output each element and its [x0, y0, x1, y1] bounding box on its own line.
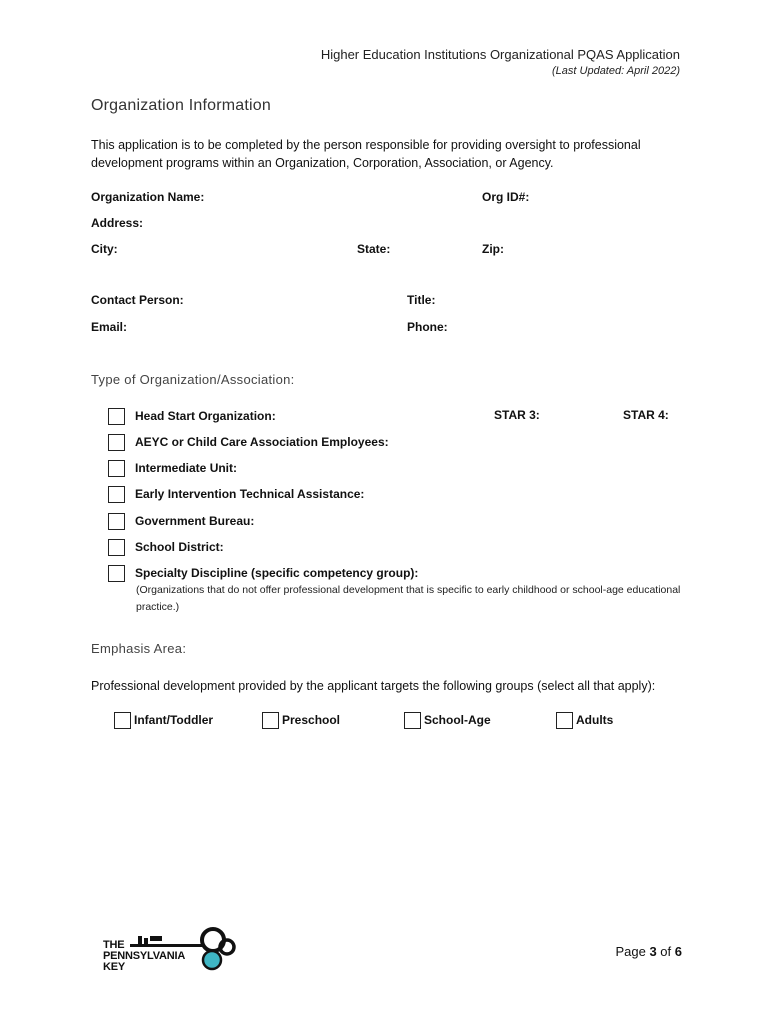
emphasis-intro: Professional development provided by the applicant targets the following groups (select all that apply): — [91, 679, 656, 693]
phone-label: Phone: — [407, 320, 448, 334]
specialty-discipline-note: (Organizations that do not offer professional development that is specific to early childhood or school-age educational practice.) — [136, 584, 681, 613]
checkbox[interactable] — [108, 539, 125, 556]
option-label: Infant/Toddler — [134, 713, 214, 727]
logo-line-1: THE — [103, 939, 125, 951]
org-type-heading: Type of Organization/Association: — [91, 372, 295, 387]
org-info-intro: This application is to be completed by the person responsible for providing oversight to professional development programs within an Organization, Corporation, Association, or Agency. — [91, 138, 641, 170]
option-label: Adults — [576, 713, 614, 727]
emphasis-option-adults[interactable] — [556, 710, 613, 730]
org-id-label: Org ID#: — [482, 190, 530, 204]
emphasis-option-school-age[interactable] — [404, 710, 491, 730]
checkbox[interactable] — [108, 408, 125, 425]
checkbox[interactable] — [404, 712, 421, 729]
org-type-option-government-bureau[interactable] — [108, 511, 254, 531]
emphasis-option-infant-toddler[interactable] — [114, 710, 213, 730]
checkbox[interactable] — [108, 434, 125, 451]
zip-label: Zip: — [482, 242, 504, 256]
org-name-label: Organization Name: — [91, 190, 205, 204]
checkbox[interactable] — [114, 712, 131, 729]
checkbox[interactable] — [108, 486, 125, 503]
option-label: AEYC or Child Care Association Employees: — [135, 435, 389, 449]
page-number — [615, 944, 682, 959]
org-type-option-intermediate-unit[interactable] — [108, 458, 237, 478]
checkbox[interactable] — [262, 712, 279, 729]
option-label: Specialty Discipline (specific competency group): — [135, 566, 419, 580]
star3-label: STAR 3: — [494, 408, 540, 422]
option-label: Head Start Organization: — [135, 409, 276, 423]
city-label: City: — [91, 242, 118, 256]
org-type-option-school-district[interactable] — [108, 537, 224, 557]
option-label: Preschool — [282, 713, 341, 727]
star4-label: STAR 4: — [623, 408, 669, 422]
pennsylvania-key-logo — [100, 922, 240, 978]
org-type-option-early-intervention[interactable] — [108, 484, 364, 504]
page-label: Page — [615, 944, 646, 959]
org-type-option-specialty-discipline[interactable] — [108, 563, 418, 583]
option-label: Early Intervention Technical Assistance: — [135, 487, 365, 501]
emphasis-option-preschool[interactable] — [262, 710, 340, 730]
checkbox[interactable] — [108, 513, 125, 530]
page-total: 6 — [674, 944, 682, 959]
org-info-heading: Organization Information — [91, 97, 272, 114]
logo-line-2: PENNSYLVANIA — [103, 950, 186, 962]
org-type-option-head-start[interactable] — [108, 406, 276, 426]
option-label: School-Age — [424, 713, 491, 727]
option-label: School District: — [135, 540, 224, 554]
checkbox[interactable] — [108, 565, 125, 582]
checkbox[interactable] — [108, 460, 125, 477]
title-label: Title: — [407, 293, 436, 307]
state-label: State: — [357, 242, 391, 256]
address-label: Address: — [91, 216, 144, 230]
email-label: Email: — [91, 320, 128, 334]
checkbox[interactable] — [556, 712, 573, 729]
emphasis-heading: Emphasis Area: — [91, 641, 187, 656]
document-header-title: Higher Education Institutions Organizational PQAS Application — [320, 47, 680, 62]
option-label: Intermediate Unit: — [135, 461, 238, 475]
page-of: of — [660, 944, 672, 959]
page-current: 3 — [649, 944, 657, 959]
last-updated-date: (Last Updated: April 2022) — [552, 65, 680, 77]
contact-person-label: Contact Person: — [91, 293, 184, 307]
logo-line-3: KEY — [103, 961, 126, 973]
option-label: Government Bureau: — [135, 514, 255, 528]
org-type-option-aeyc[interactable] — [108, 432, 389, 452]
